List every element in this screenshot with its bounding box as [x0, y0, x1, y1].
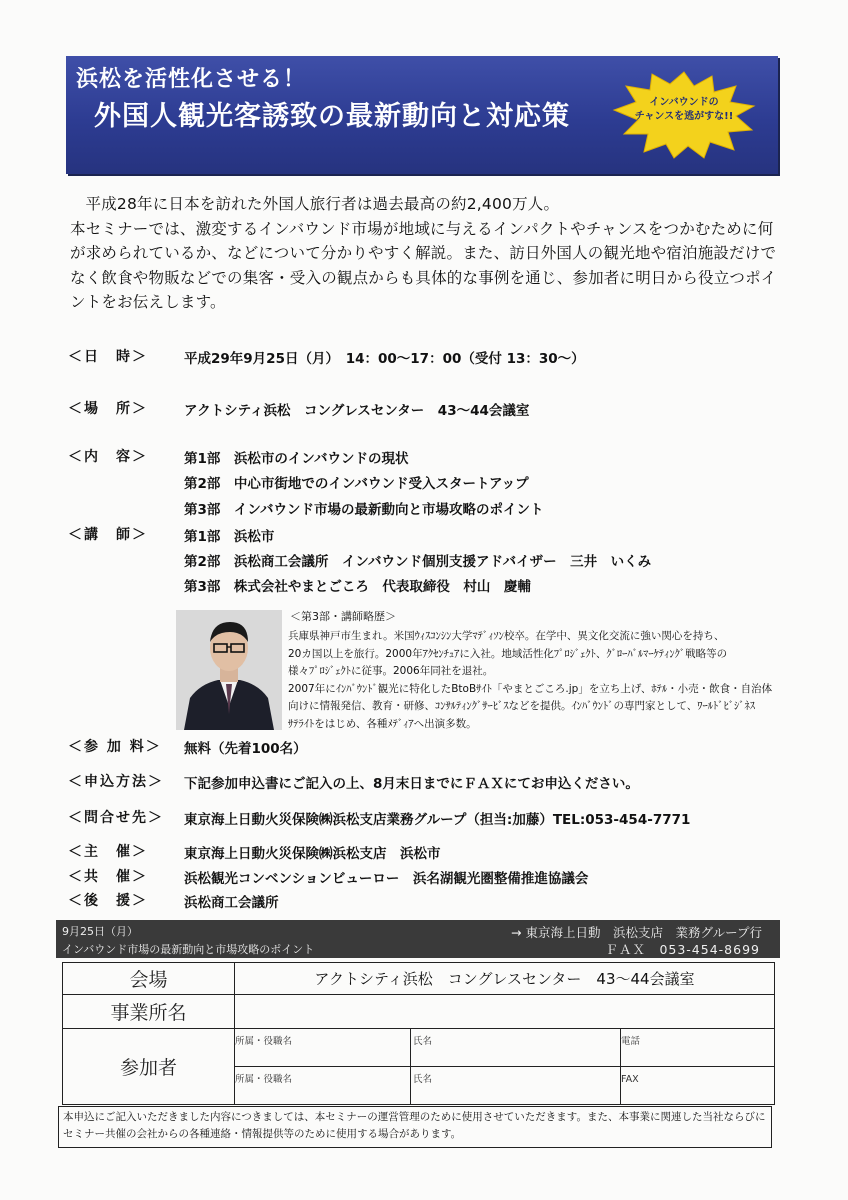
- name-column-label: 氏名: [413, 1074, 433, 1085]
- contact-label: ＜問合せ先＞: [68, 810, 164, 826]
- speaker-photo: [176, 610, 282, 730]
- contact-value: 東京海上日動火災保険㈱浜松支店業務グループ（担当:加藤）TEL:053-454-7771: [184, 812, 691, 828]
- company-label: 事業所名: [63, 995, 235, 1029]
- company-name-field[interactable]: [235, 995, 775, 1029]
- bio-line-3: 様々ﾌﾟﾛｼﾞｪｸﾄに従事。2006年同社を退社。: [288, 665, 494, 678]
- dept-column-label: 所属・役職名: [235, 1074, 293, 1085]
- support-label: ＜後 援＞: [68, 893, 148, 909]
- venue-value: アクトシティ浜松 コングレスセンター 43～44会議室: [235, 963, 775, 995]
- speaker-item-1: 第1部 浜松市: [184, 529, 275, 545]
- intro-paragraph-2: 本セミナーでは、激変するインバウンド市場が地域に与えるインパクトやチャンスをつかむために何が求められているか、などについて分かりやすく解説。また、訪日外国人の観光地や宿泊施設だけでなく飲食や物販などでの集客・受入の観点からも具体的な事例を通じ、参加者に明日から役立つポイントをお伝えします。: [70, 219, 777, 311]
- intro-text: [70, 192, 780, 315]
- participant-1-dept-field[interactable]: [235, 1029, 411, 1067]
- form-recipient: → 東京海上日動 浜松支店 業務グループ行: [511, 925, 762, 940]
- bio-line-6: ｻﾃﾗｲﾄをはじめ、各種ﾒﾃﾞｨｱへ出演多数。: [288, 717, 477, 730]
- participant-2-name-field[interactable]: [411, 1067, 621, 1105]
- date-label: ＜日 時＞: [68, 349, 148, 365]
- participant-label: 参加者: [63, 1029, 235, 1105]
- speaker-portrait-icon: [176, 610, 282, 730]
- venue-label: 会場: [63, 963, 235, 995]
- bio-line-2: 20カ国以上を旅行。2000年ｱｸｾﾝﾁｭｱに入社。地域活性化ﾌﾟﾛｼﾞｪｸﾄ、ｸﾞﾛｰﾊﾞﾙﾏｰｹﾃｨﾝｸﾞ戦略等の: [288, 647, 728, 660]
- form-fax-number: ＦＡＸ 053-454-8699: [605, 942, 760, 957]
- speaker-bio: [288, 628, 778, 734]
- fee-value: 無料（先着100名）: [184, 741, 307, 757]
- intro-paragraph-1: 平成28年に日本を訪れた外国人旅行者は過去最高の約2,400万人。: [85, 195, 560, 213]
- form-date: 9月25日（月）: [62, 925, 138, 938]
- application-form: [62, 962, 775, 1105]
- fax-column-label: FAX: [621, 1074, 639, 1085]
- dept-column-label: 所属・役職名: [235, 1036, 293, 1047]
- content-item-3: 第3部 インバウンド市場の最新動向と市場攻略のポイント: [184, 502, 544, 518]
- bio-line-1: 兵庫県神戸市生まれ。米国ｳｨｽｺﾝｼﾝ大学ﾏﾃﾞｨｿﾝ校卒。在学中、異文化交流に強い関心を持ち、: [288, 630, 725, 642]
- fax-field[interactable]: [621, 1067, 775, 1105]
- phone-field[interactable]: [621, 1029, 775, 1067]
- speaker-item-3: 第3部 株式会社やまとごころ 代表取締役 村山 慶輔: [184, 579, 531, 595]
- host-value: 東京海上日動火災保険㈱浜松支店 浜松市: [184, 846, 441, 862]
- content-item-2: 第2部 中心市街地でのインバウンド受入スタートアップ: [184, 476, 529, 492]
- support-value: 浜松商工会議所: [184, 895, 279, 911]
- date-value: 平成29年9月25日（月） 14：00～17：00（受付 13：30～）: [184, 351, 585, 367]
- burst-line-1: インバウンドの: [649, 97, 719, 108]
- starburst-badge: [612, 70, 756, 160]
- name-column-label: 氏名: [413, 1036, 433, 1047]
- header-title: 外国人観光客誘致の最新動向と対応策: [94, 101, 570, 132]
- content-item-1: 第1部 浜松市のインバウンドの現状: [184, 451, 409, 467]
- speaker-item-2: 第2部 浜松商工会議所 インバウンド個別支援アドバイザー 三井 いくみ: [184, 554, 652, 570]
- application-form-header: [56, 920, 780, 958]
- content-label: ＜内 容＞: [68, 449, 148, 465]
- burst-line-2: チャンスを逃がすな!!: [634, 111, 734, 122]
- phone-column-label: 電話: [621, 1036, 641, 1047]
- cohost-value: 浜松観光コンベンションビューロー 浜名湖観光圏整備推進協議会: [184, 871, 589, 887]
- bio-title: ＜第3部・講師略歴＞: [290, 610, 396, 623]
- place-label: ＜場 所＞: [68, 401, 148, 417]
- participant-1-name-field[interactable]: [411, 1029, 621, 1067]
- speaker-label: ＜講 師＞: [68, 527, 148, 543]
- host-label: ＜主 催＞: [68, 844, 148, 860]
- privacy-notice: 本申込にご記入いただきました内容につきましては、本セミナーの運営管理のために使用させていただきます。また、本事業に関連した当社ならびにセミナー共催の会社からの各種連絡・情報提供等のために使用する場合があります。: [58, 1106, 772, 1148]
- apply-label: ＜申込方法＞: [68, 774, 164, 790]
- fee-label: ＜参 加 料＞: [68, 739, 162, 755]
- participant-2-dept-field[interactable]: [235, 1067, 411, 1105]
- bio-line-4: 2007年にｲﾝﾊﾞｳﾝﾄﾞ観光に特化したBtoBｻｲﾄ「やまとごころ.jp」を立ち上げ、ﾎﾃﾙ・小売・飲食・自治体: [288, 682, 773, 695]
- bio-line-5: 向けに情報発信、教育・研修、ｺﾝｻﾙﾃｨﾝｸﾞｻｰﾋﾞｽなどを提供。ｲﾝﾊﾞｳﾝﾄﾞの専門家として、ﾜｰﾙﾄﾞﾋﾞｼﾞﾈｽ: [288, 700, 756, 713]
- place-value: アクトシティ浜松 コングレスセンター 43～44会議室: [184, 403, 530, 419]
- header-subtitle: 浜松を活性化させる！: [76, 67, 307, 92]
- form-seminar-title: インバウンド市場の最新動向と市場攻略のポイント: [62, 943, 315, 956]
- cohost-label: ＜共 催＞: [68, 869, 148, 885]
- apply-value: 下記参加申込書にご記入の上、8月末日までにＦＡＸにてお申込ください。: [184, 776, 639, 792]
